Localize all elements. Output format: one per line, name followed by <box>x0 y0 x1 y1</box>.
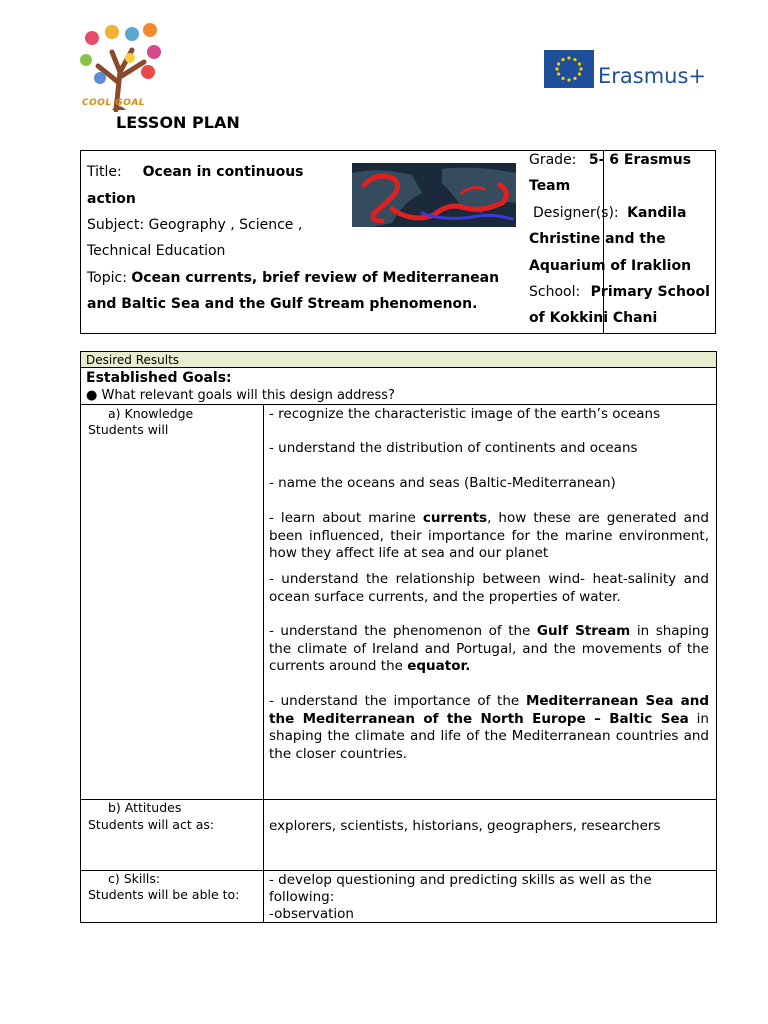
grade-value: 5- 6 Erasmus <box>588 152 692 168</box>
eu-flag-icon <box>544 50 594 88</box>
school-value-cont: of Kokkini Chani <box>529 310 658 326</box>
designer-value-cont: Christine and the <box>529 231 666 247</box>
title-label: Title: <box>87 164 122 180</box>
title-row <box>87 163 304 181</box>
attitudes-label: b) Attitudes <box>108 800 182 815</box>
subject-line-cont: Technical Education <box>87 243 226 259</box>
attitudes-sub: Students will act as: <box>88 817 215 832</box>
erasmus-logo-text: Erasmus+ <box>598 64 707 88</box>
school-row <box>529 283 710 301</box>
desired-results-table <box>80 351 717 923</box>
attitudes-divider <box>81 870 716 871</box>
column-divider <box>263 404 264 922</box>
designer-label: Designer(s): <box>533 205 619 221</box>
knowledge-item-4: - learn about marine currents, how these are generated and been influenced, their importance for the marine environment, how they affect life at sea and our planet <box>269 510 709 561</box>
subject-line: Subject: Geography , Science , <box>87 217 303 233</box>
skills-label: c) Skills: <box>108 871 161 886</box>
goals-question: ● What relevant goals will this design address? <box>86 388 395 403</box>
knowledge-item-2: - understand the distribution of continents and oceans <box>269 440 638 456</box>
attitudes-text: explorers, scientists, historians, geographers, researchers <box>269 818 661 834</box>
knowledge-sub: Students will <box>88 422 169 437</box>
school-value: Primary School <box>590 284 710 300</box>
grade-label: Grade: <box>529 152 577 168</box>
designer-row <box>533 204 686 222</box>
header-table <box>80 150 716 334</box>
grade-value-cont: Team <box>529 178 571 194</box>
designer-value-cont-2: Aquarium of Iraklion <box>529 258 692 274</box>
knowledge-label: a) Knowledge <box>108 406 194 421</box>
title-value-cont: action <box>87 191 136 207</box>
skills-line-2: following: <box>269 889 335 905</box>
skills-line-3: -observation <box>269 906 354 922</box>
goals-divider <box>81 404 716 405</box>
knowledge-item-6: - understand the phenomenon of the Gulf Stream in shaping the climate of Ireland and Portugal, and the movements of the currents around the equator. <box>269 623 710 674</box>
ocean-currents-map <box>352 163 516 227</box>
topic-value-cont: and Baltic Sea and the Gulf Stream phenomenon. <box>87 296 478 312</box>
logo-text: COOL GOAL <box>82 98 146 108</box>
desired-results-header: Desired Results <box>81 352 716 368</box>
knowledge-item-5: - understand the relationship between wind- heat-salinity and ocean surface currents, and the properties of water. <box>269 571 709 605</box>
established-goals-heading: Established Goals: <box>86 370 232 386</box>
knowledge-item-3: - name the oceans and seas (Baltic-Mediterranean) <box>269 475 616 491</box>
knowledge-item-1: - recognize the characteristic image of the earth’s oceans <box>269 406 661 422</box>
topic-value: Ocean currents, brief review of Mediterranean <box>131 270 500 286</box>
title-value: Ocean in continuous <box>142 164 304 180</box>
topic-label: Topic: <box>87 270 127 286</box>
topic-row <box>87 269 499 287</box>
skills-sub: Students will be able to: <box>88 887 240 902</box>
skills-line-1: - develop questioning and predicting skills as well as the <box>269 872 652 888</box>
school-label: School: <box>529 284 581 300</box>
grade-row <box>529 151 691 169</box>
knowledge-item-7: - understand the importance of the Mediterranean Sea and the Mediterranean of the North Europe – Baltic Sea in shaping the climate and life of the Mediterranean countries and the closer countries. <box>269 693 709 762</box>
designer-value: Kandila <box>627 205 687 221</box>
page-title: LESSON PLAN <box>116 113 240 132</box>
